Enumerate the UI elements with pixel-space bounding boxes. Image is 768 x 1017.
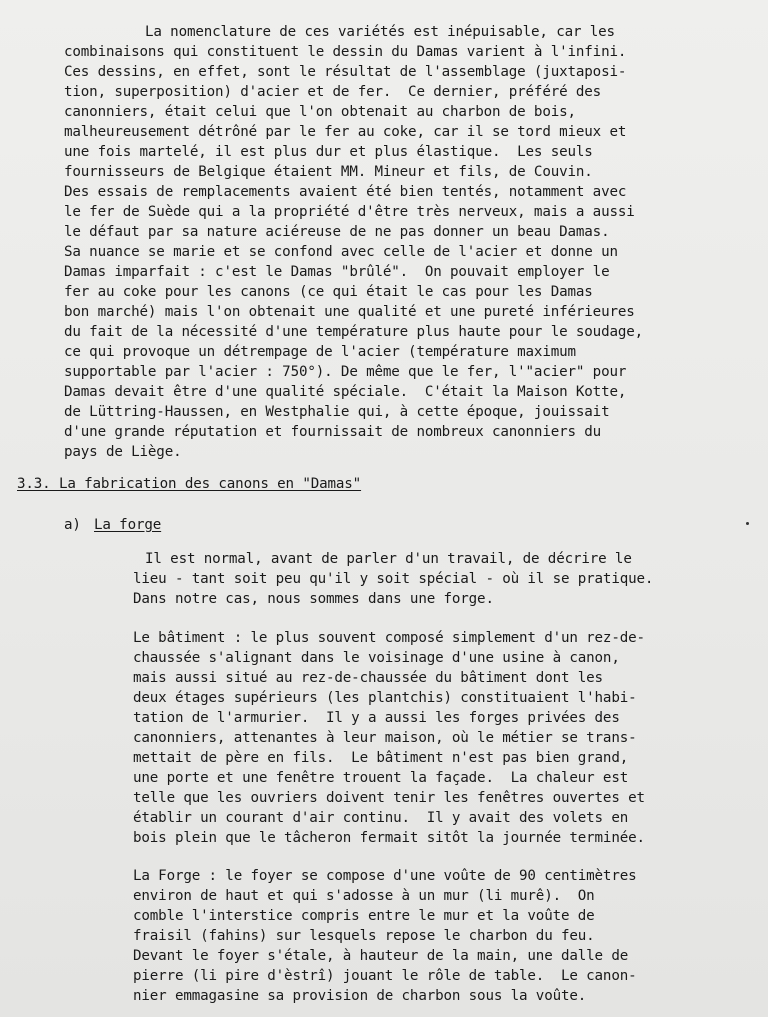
text-line: Ces dessins, en effet, sont le résultat de l'assemblage (juxtaposi-	[64, 64, 627, 80]
text-line: supportable par l'acier : 750°). De même que le fer, l'"acier" pour	[64, 364, 627, 380]
text-line: bon marché) mais l'on obtenait une qualité et une pureté inférieures	[64, 304, 635, 320]
text-line: La Forge : le foyer se compose d'une voûte de 90 centimètres	[133, 868, 637, 884]
text-line: canonniers, était celui que l'on obtenait au charbon de bois,	[64, 104, 576, 120]
text-line: Sa nuance se marie et se confond avec celle de l'acier et donne un	[64, 244, 618, 260]
text-line: environ de haut et qui s'adosse à un mur (li murê). On	[133, 888, 595, 904]
text-line: Des essais de remplacements avaient été bien tentés, notamment avec	[64, 184, 627, 200]
text-line: une fois martelé, il est plus dur et plus élastique. Les seuls	[64, 144, 593, 160]
text-line: le défaut par sa nature aciéreuse de ne pas donner un beau Damas.	[64, 224, 610, 240]
text-line: le fer de Suède qui a la propriété d'être très nerveux, mais a aussi	[64, 204, 635, 220]
text-line: fer au coke pour les canons (ce qui était le cas pour les Damas	[64, 284, 593, 300]
text-line: deux étages supérieurs (les plantchis) constituaient l'habi-	[133, 690, 637, 706]
text-line: fournisseurs de Belgique étaient MM. Mineur et fils, de Couvin.	[64, 164, 593, 180]
text-line: lieu - tant soit peu qu'il y soit spécial - où il se pratique.	[133, 571, 654, 587]
text-line: une porte et une fenêtre trouent la façade. La chaleur est	[133, 770, 629, 786]
section-heading: 3.3. La fabrication des canons en "Damas"	[17, 476, 362, 492]
text-line: Damas devait être d'une qualité spéciale. C'était la Maison Kotte,	[64, 384, 627, 400]
text-line: canonniers, attenantes à leur maison, où le métier se trans-	[133, 730, 637, 746]
text-line: établir un courant d'air continu. Il y avait des volets en	[133, 810, 629, 826]
text-line: combinaisons qui constituent le dessin du Damas varient à l'infini.	[64, 44, 627, 60]
text-line: Damas imparfait : c'est le Damas "brûlé". On pouvait employer le	[64, 264, 610, 280]
text-line: Dans notre cas, nous sommes dans une forge.	[133, 591, 494, 607]
subsection-marker: a)	[64, 517, 81, 533]
text-line: pays de Liège.	[64, 444, 182, 460]
text-line: chaussée s'alignant dans le voisinage d'une usine à canon,	[133, 650, 620, 666]
text-line: tion, superposition) d'acier et de fer. Ce dernier, préféré des	[64, 84, 602, 100]
text-line: Devant le foyer s'étale, à hauteur de la main, une dalle de	[133, 948, 629, 964]
text-line: nier emmagasine sa provision de charbon sous la voûte.	[133, 988, 587, 1004]
text-line: de Lüttring-Haussen, en Westphalie qui, à cette époque, jouissait	[64, 404, 610, 420]
text-line: du fait de la nécessité d'une température plus haute pour le soudage,	[64, 324, 644, 340]
text-line: d'une grande réputation et fournissait de nombreux canonniers du	[64, 424, 602, 440]
text-line: Le bâtiment : le plus souvent composé simplement d'un rez-de-	[133, 630, 645, 646]
text-line: mais aussi situé au rez-de-chaussée du bâtiment dont les	[133, 670, 603, 686]
text-line: mettait de père en fils. Le bâtiment n'est pas bien grand,	[133, 750, 629, 766]
page-speck	[746, 522, 749, 525]
text-line: bois plein que le tâcheron fermait sitôt la journée terminée.	[133, 830, 645, 846]
text-line: ce qui provoque un détrempage de l'acier (température maximum	[64, 344, 576, 360]
text-line: malheureusement détrôné par le fer au coke, car il se tord mieux et	[64, 124, 627, 140]
text-line: pierre (li pire d'èstrî) jouant le rôle de table. Le canon-	[133, 968, 637, 984]
subsection-title: La forge	[94, 517, 162, 533]
text-line: telle que les ouvriers doivent tenir les fenêtres ouvertes et	[133, 790, 645, 806]
text-line: fraisil (fahins) sur lesquels repose le charbon du feu.	[133, 928, 595, 944]
text-line: comble l'interstice compris entre le mur et la voûte de	[133, 908, 595, 924]
text-line: tation de l'armurier. Il y a aussi les forges privées des	[133, 710, 620, 726]
text-line: Il est normal, avant de parler d'un travail, de décrire le	[145, 551, 632, 567]
text-line: La nomenclature de ces variétés est inépuisable, car les	[145, 24, 615, 40]
